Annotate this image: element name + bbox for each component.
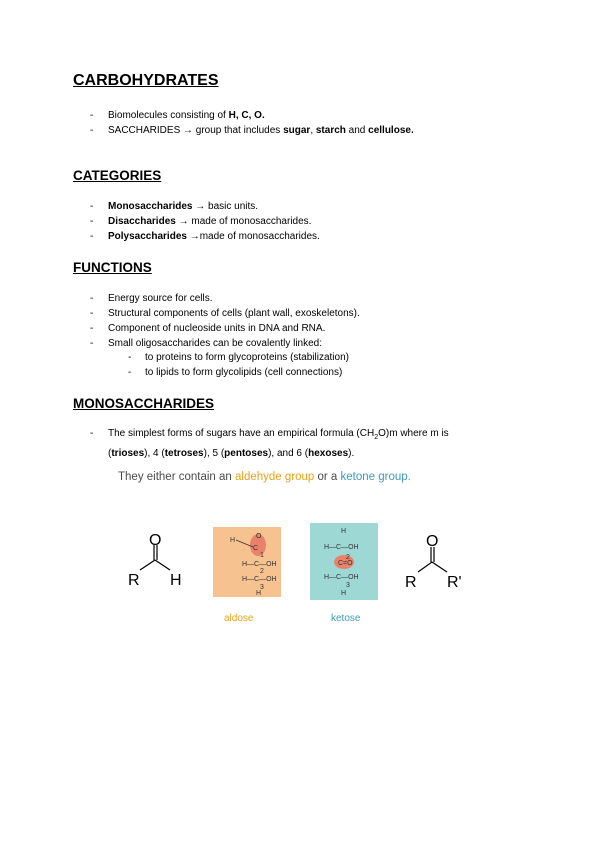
ketone-structure xyxy=(405,533,462,591)
svg-text:C=O: C=O xyxy=(338,560,353,567)
monosaccharide-paragraph: The simplest forms of sugars have an empirical formula $(CH_2O)m$ where m is (trioses), 4 (tetroses), 5 (pentoses), and 6 (hexoses). xyxy=(108,428,449,459)
ketose-caption: ketose xyxy=(331,613,361,624)
heading-categories: CATEGORIES xyxy=(73,168,162,183)
svg-text:3: 3 xyxy=(260,584,264,591)
svg-text:O: O xyxy=(256,533,262,540)
heading-carbohydrates: CARBOHYDRATES xyxy=(73,72,219,89)
svg-text:H—C—OH: H—C—OH xyxy=(324,544,359,551)
r-prime-label: R' xyxy=(447,574,462,591)
aldehyde-ketone-banner: They either contain an aldehyde group or a ketone group. xyxy=(118,471,411,483)
r-label: R xyxy=(128,572,140,589)
heading-monosaccharides: MONOSACCHARIDES xyxy=(73,396,215,411)
svg-text:C: C xyxy=(253,545,259,552)
sugar-structures-figure xyxy=(110,515,490,635)
oxygen-label: O xyxy=(149,532,162,549)
svg-text:3: 3 xyxy=(346,582,350,589)
oxygen-label: O xyxy=(426,533,439,550)
heading-functions: FUNCTIONS xyxy=(73,260,152,275)
svg-text:H—C—OH: H—C—OH xyxy=(242,561,277,568)
svg-text:H: H xyxy=(341,528,347,535)
h-label: H xyxy=(170,572,182,589)
svg-text:H—C—OH: H—C—OH xyxy=(324,574,359,581)
svg-text:2: 2 xyxy=(260,568,264,575)
svg-text:H: H xyxy=(341,590,347,597)
svg-text:2: 2 xyxy=(346,554,350,561)
aldehyde-structure xyxy=(128,532,182,589)
r-label: R xyxy=(405,574,417,591)
svg-text:H: H xyxy=(256,590,262,597)
svg-text:H: H xyxy=(230,537,236,544)
aldose-caption: aldose xyxy=(224,613,254,624)
svg-text:H—C—OH: H—C—OH xyxy=(242,576,277,583)
svg-text:1: 1 xyxy=(260,552,264,559)
